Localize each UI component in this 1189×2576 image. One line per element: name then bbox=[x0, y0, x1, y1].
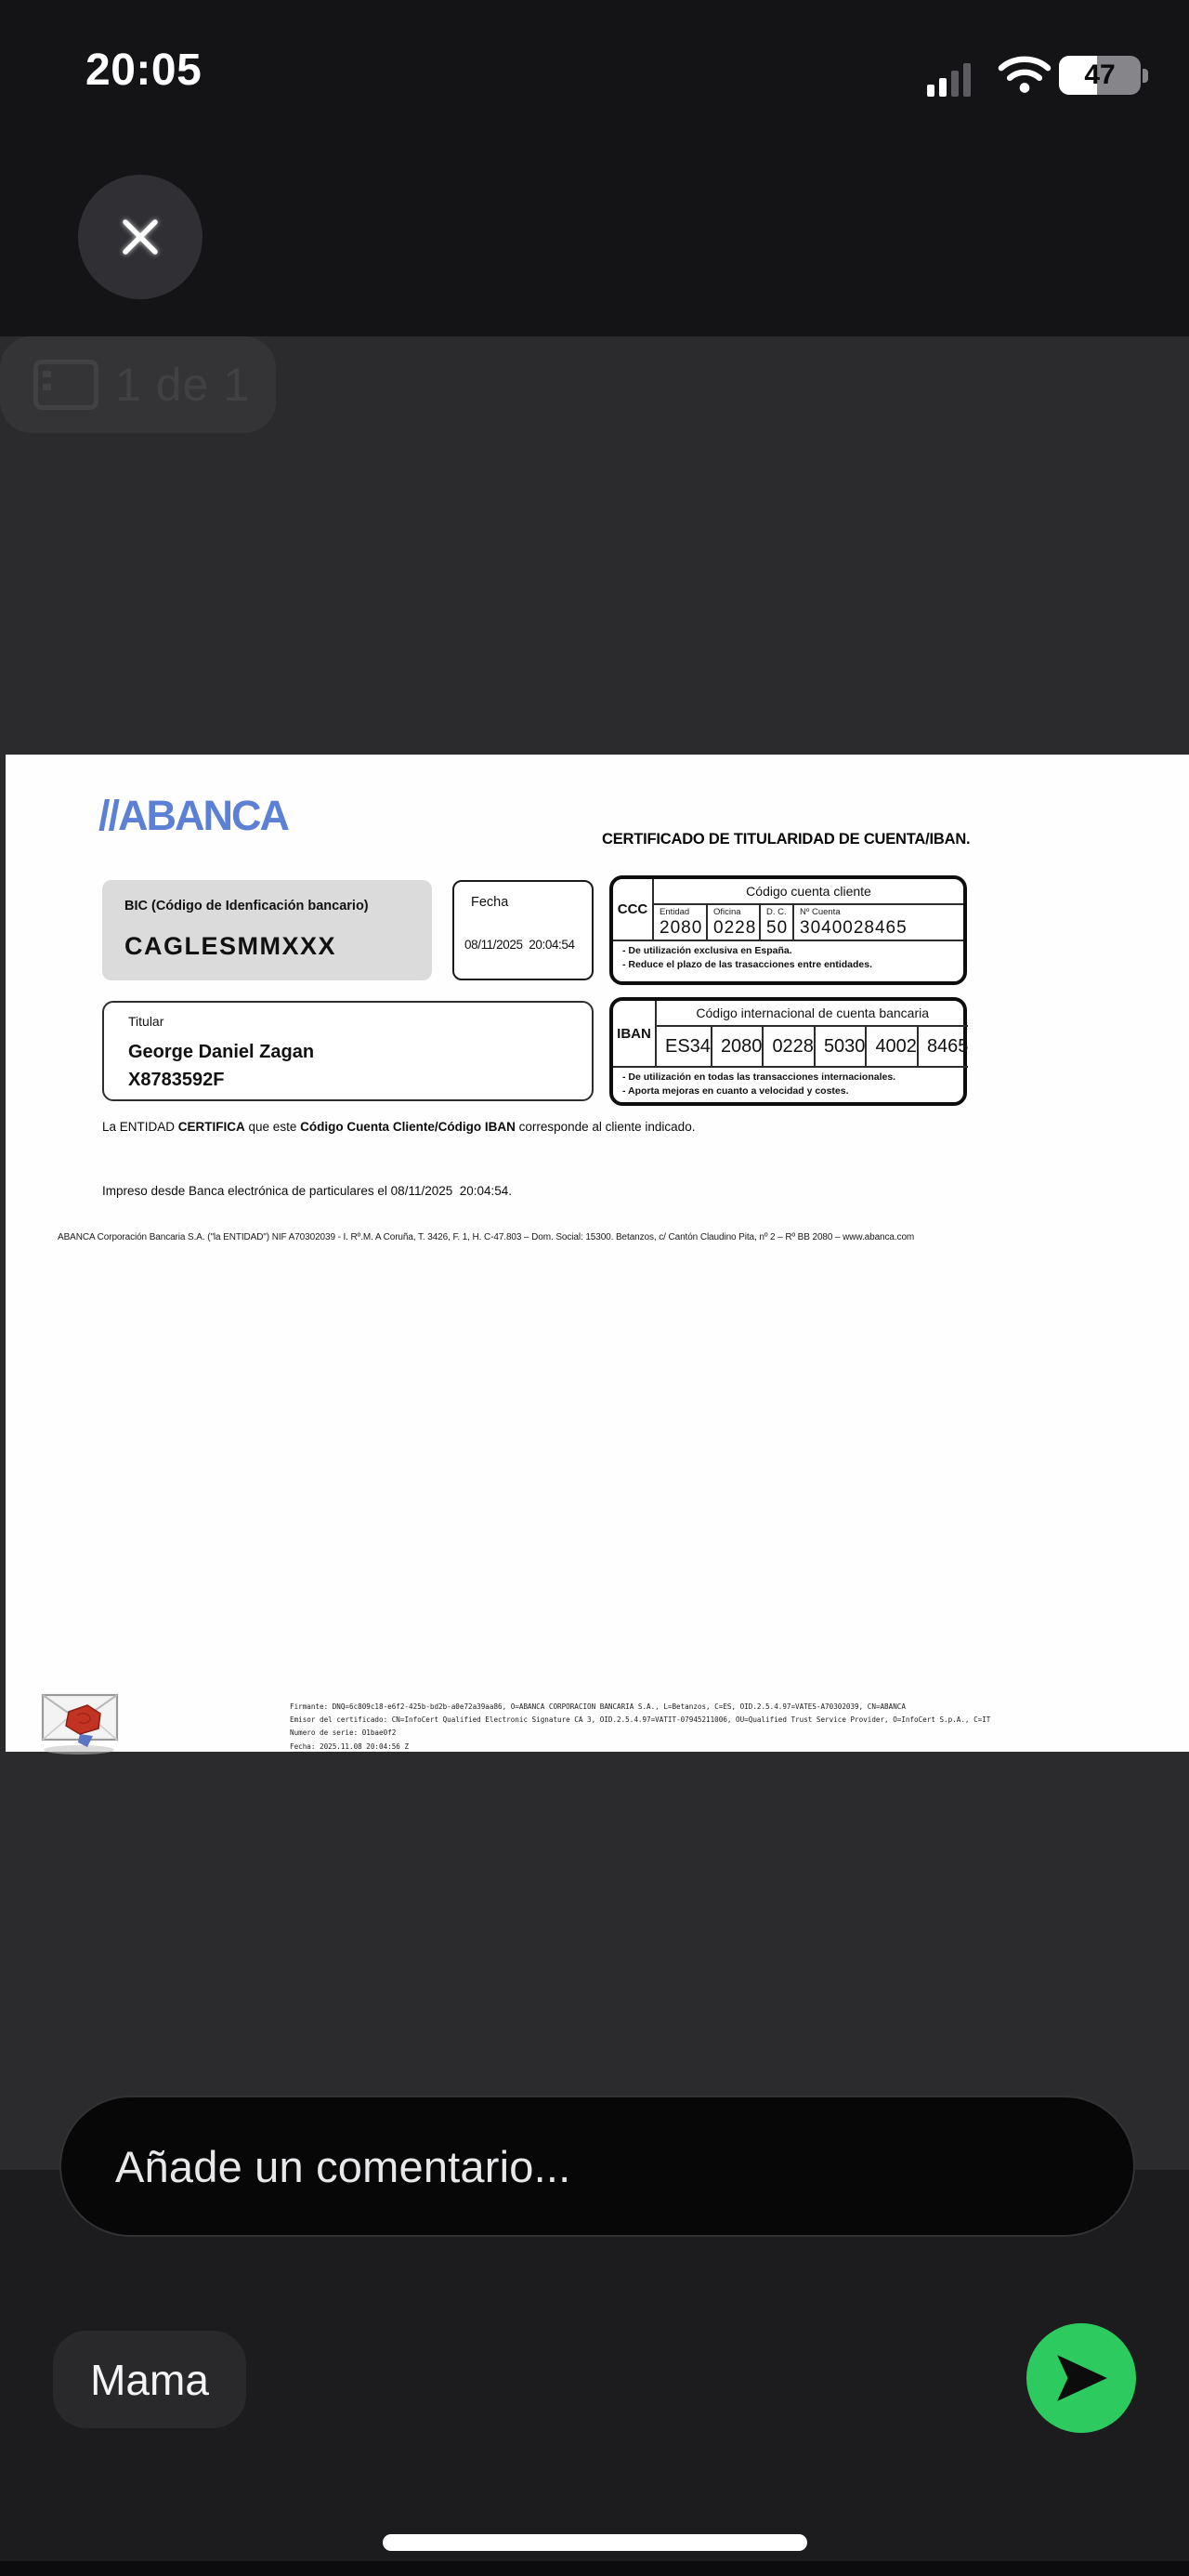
battery-percent: 47 bbox=[1084, 59, 1116, 90]
signature-line-3: Numero de serie: 01bae0f2 bbox=[290, 1728, 397, 1738]
ccc-note-2: - Reduce el plazo de las trasacciones entre entidades. bbox=[622, 959, 873, 970]
ccc-note-1: - De utilización exclusiva en España. bbox=[622, 945, 792, 956]
document-title: CERTIFICADO DE TITULARIDAD DE CUENTA/IBAN. bbox=[602, 831, 971, 848]
printed-line: Impreso desde Banca electrónica de particulares el 08/11/2025 20:04:54. bbox=[102, 1184, 513, 1198]
signature-line-1: Firmante: DNQ=6c809c18-e6f2-425b-bd2b-a0e72a39aa86, O=ABANCA CORPORACION BANCARIA S.A., L=Betanzos, C=ES, OID.2.5.4.97=VATES-A70302039, CN=ABANCA bbox=[290, 1702, 906, 1711]
bic-box bbox=[102, 880, 432, 980]
ccc-entidad-value: 2080 bbox=[660, 918, 703, 938]
iban-cell-3: 0228 bbox=[764, 1027, 816, 1066]
certify-part-3: corresponde al cliente indicado. bbox=[515, 1120, 696, 1134]
iban-cell-1: ES34 bbox=[657, 1027, 712, 1066]
close-button[interactable] bbox=[78, 175, 203, 299]
recipient-chip[interactable] bbox=[53, 2331, 246, 2428]
recipient-name: Mama bbox=[90, 2355, 209, 2404]
comment-input[interactable] bbox=[59, 2096, 1135, 2237]
certify-part-2: que este bbox=[244, 1120, 301, 1134]
ccc-dc-head: D. C. bbox=[766, 907, 787, 917]
ccc-label: CCC bbox=[613, 879, 654, 940]
titular-id: X8783592F bbox=[128, 1070, 225, 1090]
abanca-logo: //ABANCA bbox=[98, 792, 288, 839]
comment-placeholder: Añade un comentario... bbox=[115, 2141, 571, 2191]
signature-block bbox=[290, 1701, 990, 1754]
ccc-oficina-head: Oficina bbox=[713, 907, 741, 917]
page-count-label: 1 de 1 bbox=[115, 359, 251, 411]
legal-footer: ABANCA Corporación Bancaria S.A. ("la ENTIDAD") NIF A70302039 - I. Rº.M. A Coruña, T. 3426, F. 1, H. C-47.803 – Dom. Social: 15300. Betanzos, c/ Cantón Claudino Pita, nº 2 – Rº BB 2080 – www.abanca.com bbox=[58, 1232, 915, 1242]
status-time: 20:05 bbox=[85, 46, 203, 95]
titular-box bbox=[102, 1001, 594, 1101]
wifi-icon bbox=[998, 54, 1052, 99]
page-count-indicator bbox=[0, 336, 276, 433]
titular-name: George Daniel Zagan bbox=[128, 1042, 315, 1062]
iban-cell-4: 5030 bbox=[816, 1027, 868, 1066]
ccc-cuenta-value: 3040028465 bbox=[800, 918, 908, 938]
iban-cell-2: 2080 bbox=[712, 1027, 764, 1066]
iban-table bbox=[609, 997, 967, 1106]
ccc-table bbox=[609, 875, 967, 985]
digital-seal-stamp-icon bbox=[37, 1691, 123, 1761]
ccc-cuenta-head: Nº Cuenta bbox=[800, 907, 841, 917]
ccc-dc-cell bbox=[761, 905, 794, 940]
signature-line-4: Fecha: 2025.11.08 20:04:56 Z bbox=[290, 1741, 410, 1751]
iban-note-1: - De utilización en todas las transacciones internacionales. bbox=[622, 1071, 896, 1083]
certify-bold-1: CERTIFICA bbox=[177, 1120, 245, 1134]
fecha-box bbox=[452, 880, 594, 980]
send-button[interactable] bbox=[1026, 2323, 1136, 2433]
cellular-signal-icon bbox=[927, 58, 988, 97]
fecha-label: Fecha bbox=[471, 895, 509, 910]
iban-note-2: - Aporta mejoras en cuanto a velocidad y costes. bbox=[622, 1085, 849, 1097]
bic-label: BIC (Código de Idenficación bancario) bbox=[124, 899, 369, 913]
home-indicator[interactable] bbox=[383, 2534, 807, 2551]
close-icon bbox=[114, 211, 166, 263]
bic-value: CAGLESMMXXX bbox=[124, 932, 337, 960]
certify-part-1: La ENTIDAD bbox=[102, 1120, 178, 1134]
document-preview[interactable] bbox=[6, 755, 1189, 1752]
ccc-header: Código cuenta cliente bbox=[654, 879, 963, 905]
iban-cell-6: 8465 bbox=[926, 1035, 969, 1057]
ccc-data-row bbox=[654, 905, 963, 940]
send-icon bbox=[1052, 2353, 1110, 2403]
iban-label: IBAN bbox=[613, 1001, 657, 1066]
ccc-oficina-cell bbox=[708, 905, 761, 940]
signature-line-2: Emisor del certificado: CN=InfoCert Qualified Electronic Signature CA 3, OID.2.5.4.97=VATIT-07945211006, OU=Qualified Trust Service Provider, O=InfoCert S.p.A., C=IT bbox=[290, 1715, 991, 1725]
ccc-dc-value: 50 bbox=[766, 918, 789, 938]
titular-label: Titular bbox=[128, 1014, 164, 1029]
certify-line bbox=[102, 1120, 695, 1134]
ccc-cuenta-cell bbox=[794, 905, 963, 940]
battery-nub bbox=[1143, 69, 1148, 83]
iban-data-row bbox=[657, 1027, 968, 1066]
bottom-edge-strip bbox=[0, 2561, 1189, 2576]
ccc-oficina-value: 0228 bbox=[713, 918, 757, 938]
iban-notes bbox=[613, 1066, 968, 1102]
battery-icon bbox=[1059, 56, 1141, 95]
pages-icon bbox=[33, 360, 98, 410]
ccc-entidad-cell bbox=[654, 905, 708, 940]
iban-cell-5: 4002 bbox=[867, 1027, 919, 1066]
fecha-value: 08/11/2025 20:04:54 bbox=[464, 938, 575, 952]
iban-header: Código internacional de cuenta bancaria bbox=[657, 1001, 968, 1027]
certify-bold-2: Código Cuenta Cliente/Código IBAN bbox=[300, 1120, 516, 1134]
ccc-entidad-head: Entidad bbox=[660, 907, 690, 917]
ccc-notes bbox=[613, 940, 963, 981]
